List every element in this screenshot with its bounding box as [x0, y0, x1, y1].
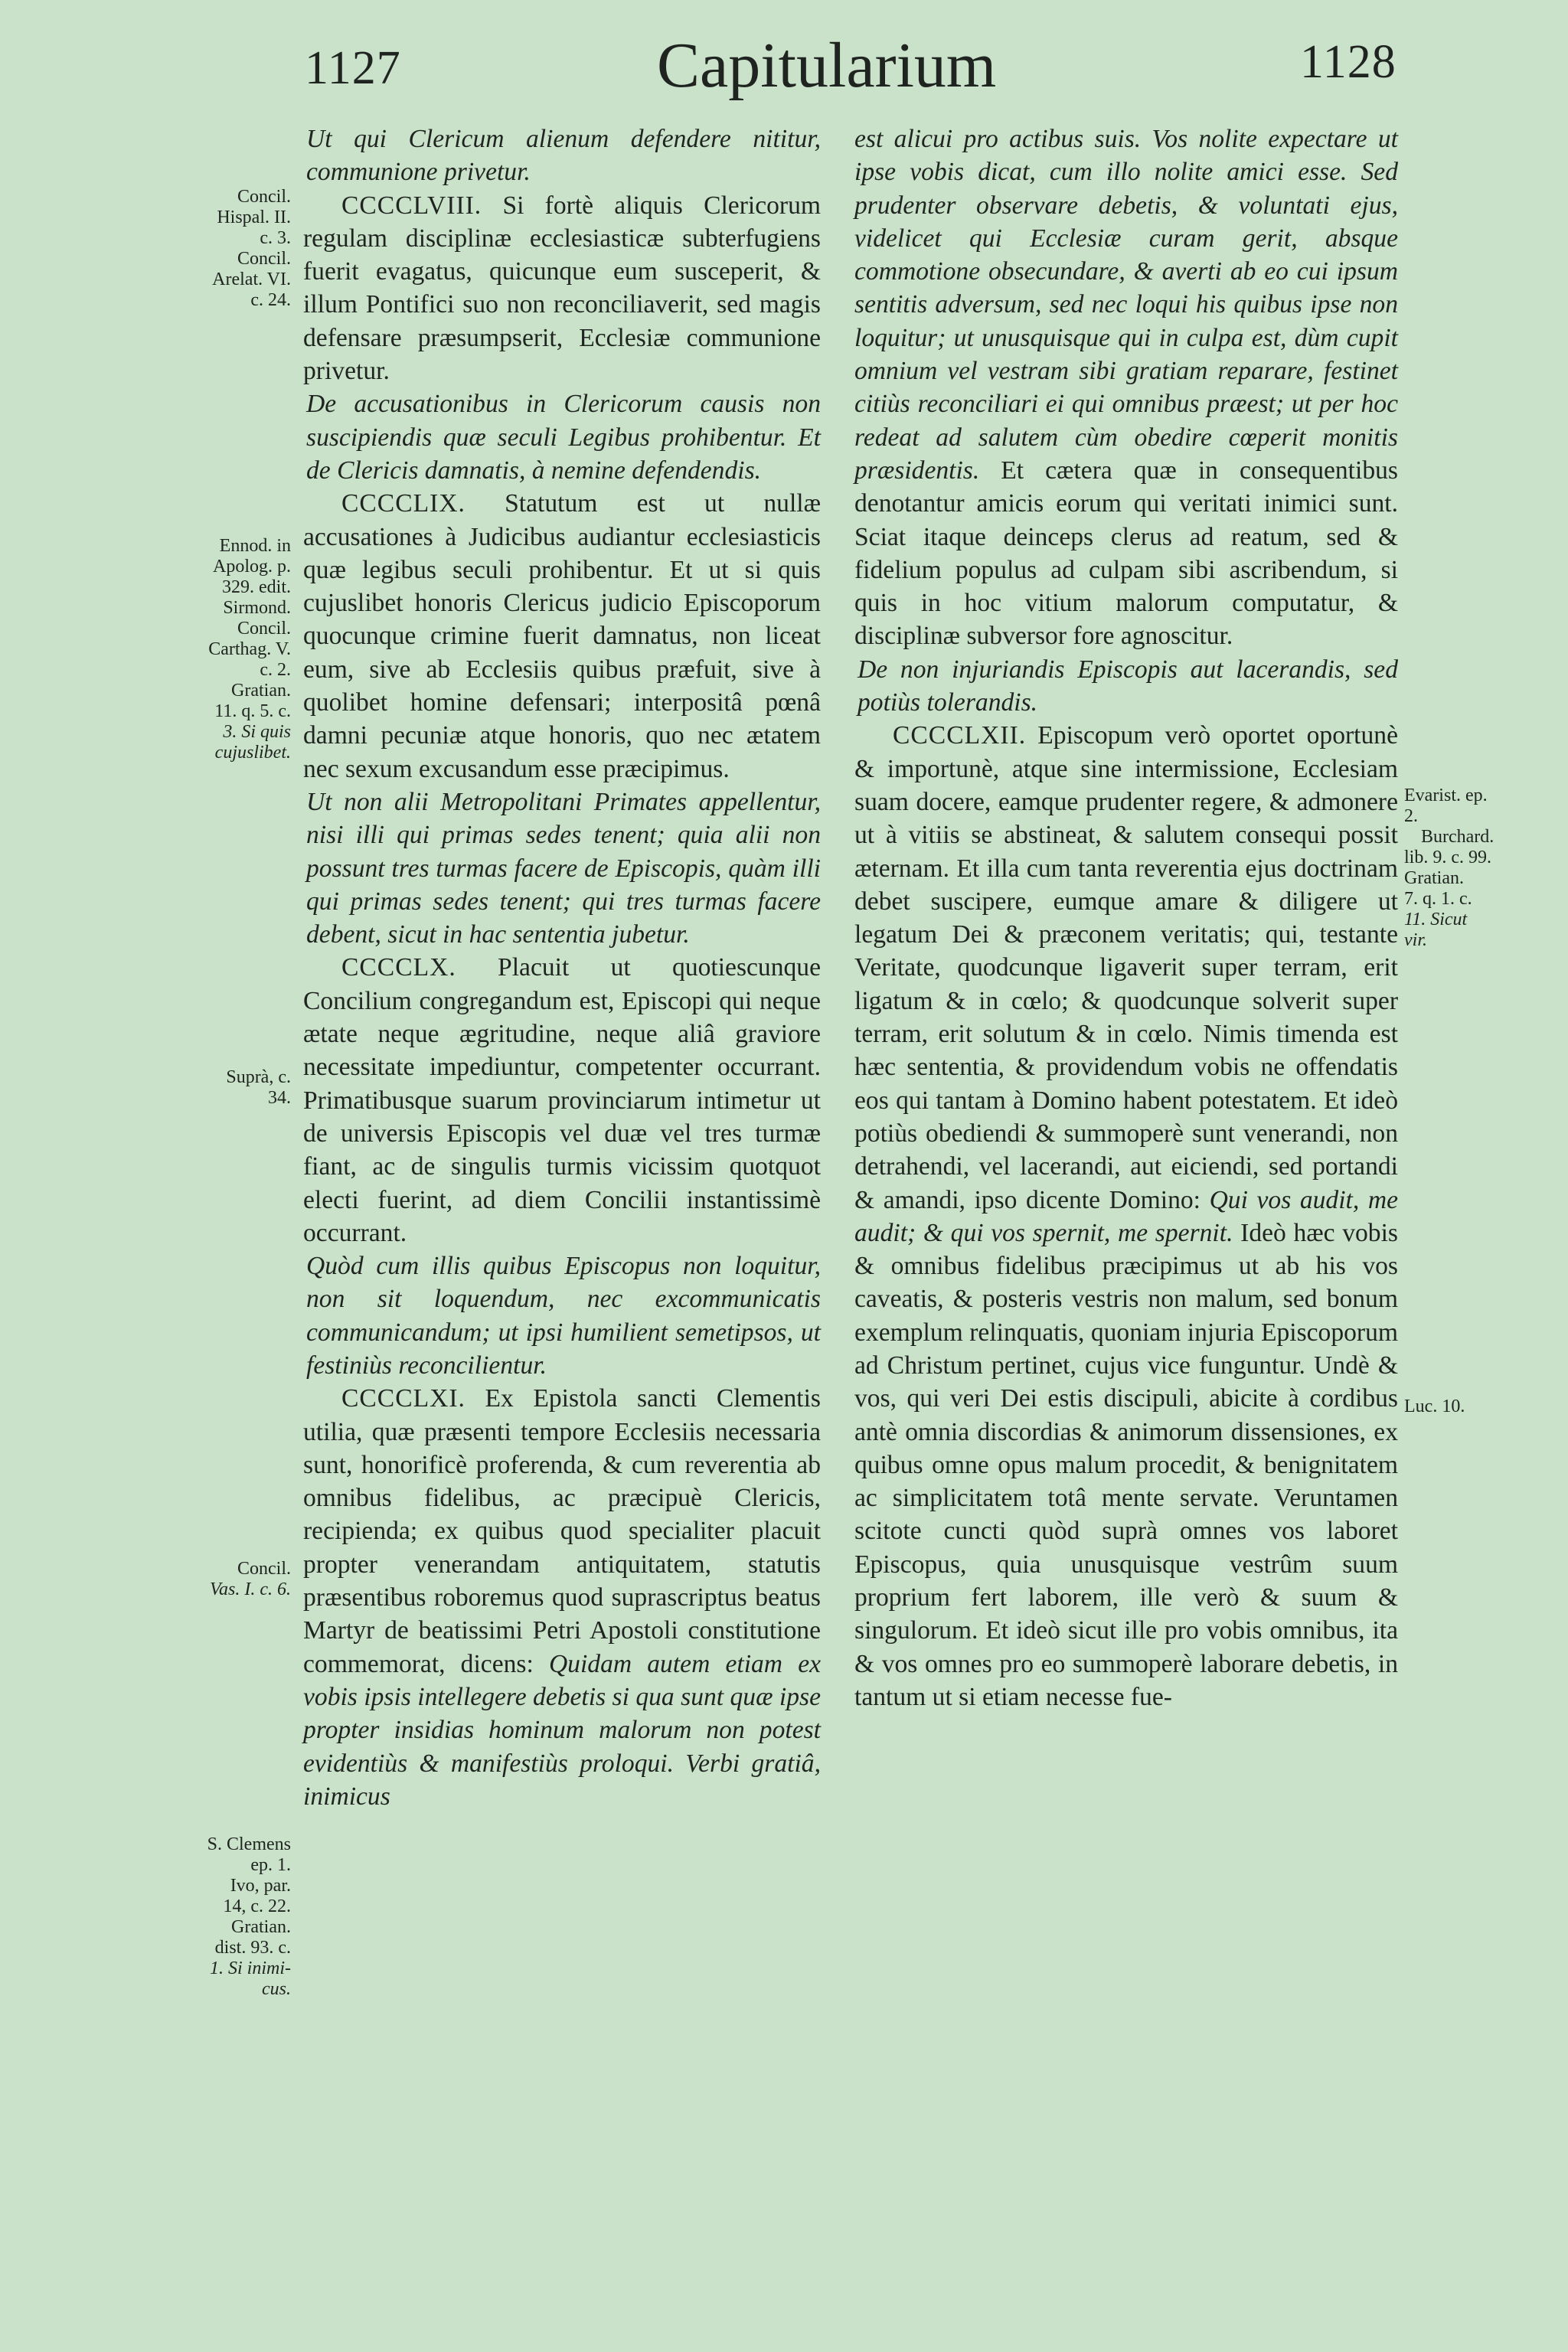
chapter-heading: De accusationibus in Clericorum causis non suscipiendis quæ seculi Legibus prohibentur. Et de Clericis damnatis, à nemine defendendis.: [306, 390, 821, 485]
margin-note: Evarist. ep. 2. Burchard. lib. 9. c. 99. Gratian. 7. q. 1. c. 11. Sicut vir.: [1404, 786, 1494, 950]
running-title: Capitularium: [657, 30, 997, 101]
chapter-heading: Ut qui Clericum alienum defendere nititur, communione privetur.: [306, 125, 821, 187]
chapter-heading: De non injuriandis Episcopis aut lacerandis, sed potiùs tolerandis.: [858, 655, 1398, 717]
chapter-text: Statutum est ut nullæ accusationes à Judicibus audiantur ecclesiasticis quæ legibus seculi prohibentur. Et ut si quis cujuslibet honoris Clericus judicio Episcoporum quocunque crimine fuerit damnatus, non liceat eum, sive ab Ecclesiis quibus præfuit, sive à quolibet homine defensari; interpositâ pœnâ damni pecuniæ atque honoris, quo nec ætatem nec sexum excusandum esse præcipimus.: [303, 489, 821, 783]
chapter-text: Episcopum verò oportet oportunè & importunè, atque sine intermissione, Ecclesiam suam docere, eamque prudenter regere, & admonere ut à vitiis se abstineat, & salutem consequi possit æternam. Et illa cum tanta reverentia ejus doctrinam debet suscipere, eumque amare & diligere ut legatum Dei & præconem veritatis; qui, testante Veritate, quodcunque ligaverit super terram, erit ligatum & in cœlo; & quodcunque solverit super terram, erit solutum & in cœlo. Nimis timenda est hæc sententia, & providendum vobis ne offendatis eos qui tantam à Domino habent potestatem. Et ideò potiùs obediendi & summoperè sunt venerandi, non detrahendi, vel lacerandi, aut eiciendi, sed portandi & amandi, ipso dicente Domino:: [854, 721, 1398, 1214]
chapter-body: [854, 719, 1398, 1713]
chapter-continuation: [854, 122, 1398, 653]
chapter-quotation: Qui vos audit, me audit; & qui vos spernit, me spernit.: [854, 1185, 1398, 1247]
chapter-number: CCCCLX.: [341, 953, 456, 982]
chapter-body: [303, 951, 821, 1250]
chapter-number: CCCCLVIII.: [341, 191, 482, 220]
chapter-quotation: Quidam autem etiam ex vobis ipsis intellegere debetis si qua sunt quæ ipse propter insidias hominum malorum non potest evidentiùs & manifestiùs proloqui. Verbi gratiâ, inimicus: [303, 1649, 821, 1811]
page-number-right: 1128: [1300, 36, 1396, 88]
chapter-quotation: est alicui pro actibus suis. Vos nolite expectare ut ipse vobis dicat, cum illo nolite amici esse. Sed prudenter observare debetis, & voluntati ejus, videlicet qui Ecclesiæ curam gerit, absque commotione obsecundare, & averti ab eo cui ipsum sentitis adversum, sed nec loqui his quibus ipse non loquitur; ut unusquisque qui in culpa est, dùm cupit omnium vel vestram sibi gratiam reparare, festinet citiùs reconciliari ei qui omnibus præest; ut per hoc redeat ad salutem cùm obedire cœperit monitis præsidentis.: [854, 125, 1398, 485]
left-column: [303, 122, 821, 1813]
chapter-body: [303, 487, 821, 786]
chapter-text: Ideò hæc vobis & omnibus fidelibus præcipimus ut ab his vos caveatis, & posteris vestris non malum, sed bonum exemplum relinquatis, quoniam injuria Episcoporum ad Christum pertinet, cujus vice funguntur. Undè & vos, qui veri Dei estis discipuli, abicite à cordibus antè omnia discordias & animorum dissensiones, ex quibus omne opus malum procedit, & benignitatem ac simplicitatem totâ mente servate. Veruntamen scitote cuncti quòd suprà omnes vos laboret Episcopus, quia unusquisque vestrûm suum proprium fert laborem, ille verò & suum & singulorum. Et ideò sicut ille pro vobis omnibus, ita & vos omnes pro eo summoperè laborare debetis, in tantum ut si etiam necesse fue-: [854, 1218, 1398, 1711]
right-column: [854, 122, 1398, 1713]
margin-note: Ennod. in Apolog. p. 329. edit. Sirmond. Concil. Carthag. V. c. 2. Gratian. 11. q. 5. c. 3. Si quis cujuslibet.: [208, 536, 291, 763]
chapter-number: CCCCLIX.: [341, 489, 466, 518]
chapter-text: Si fortè aliquis Clericorum regulam disciplinæ ecclesiasticæ subterfugiens fuerit evagatus, quicunque eum susceperit, & illum Pontifici suo non reconciliaverit, sed magis defensare præsumpserit, Ecclesiæ communione privetur.: [303, 191, 821, 386]
chapter-text: Ex Epistola sancti Clementis utilia, quæ præsenti tempore Ecclesiis necessaria sunt, honorificè proferenda, & cum reverentia ab omnibus fidelibus, ac præcipuè Clericis, recipienda; ex quibus quod specialiter placuit propter venerandam antiquitatem, statutis præsentibus roboremus quod suprascriptus beatus Martyr de beatissimi Petri Apostoli constitutione commemorat, dicens:: [303, 1384, 821, 1678]
chapter-body: [303, 189, 821, 388]
page-number-left: 1127: [305, 42, 401, 94]
chapter-number: CCCCLXII.: [893, 721, 1027, 750]
chapter-heading: Ut non alii Metropolitani Primates appellentur, nisi illi qui primas sedes tenent; quia alii non possunt tres turmas facere de Episcopis, quàm illi qui primas sedes tenent; qui tres turmas facere debent, sicut in hac sententia jubetur.: [306, 787, 821, 949]
margin-note: Concil. Vas. I. c. 6.: [210, 1559, 291, 1599]
chapter-body: [303, 1382, 821, 1813]
chapter-text: Et cætera quæ in consequentibus denotantur amicis eorum qui veritati inimici sunt. Sciat itaque deinceps clerus ad reatum, sed & fidelium populus ad culpam sibi ascribendum, si quis in hoc vitium malorum computatur, & disciplinæ subversor fore agnoscitur.: [854, 456, 1398, 651]
margin-note: Concil. Hispal. II. c. 3. Concil. Arelat. VI. c. 24.: [212, 187, 291, 310]
chapter-heading: Quòd cum illis quibus Episcopus non loquitur, non sit loquendum, nec excommunicatis communicandum; ut ipsi humilient semetipsos, ut festiniùs reconcilientur.: [306, 1252, 821, 1380]
chapter-number: CCCCLXI.: [341, 1384, 466, 1413]
margin-note: Suprà, c. 34.: [226, 1067, 291, 1108]
margin-note: S. Clemens ep. 1. Ivo, par. 14, c. 22. Gratian. dist. 93. c. 1. Si inimi- cus.: [207, 1834, 291, 1999]
margin-note: Luc. 10.: [1404, 1396, 1465, 1416]
chapter-text: Placuit ut quotiescunque Concilium congregandum est, Episcopi qui neque ætate neque ægritudine, neque aliâ graviore necessitate impediuntur, competenter occurrant. Primatibusque suarum provinciarum intimetur ut de universis Episcopis vel duæ vel tres turmæ fiant, ac de singulis turmis vicissim quotquot electi fuerint, ad diem Concilii instantissimè occurrant.: [303, 953, 821, 1247]
